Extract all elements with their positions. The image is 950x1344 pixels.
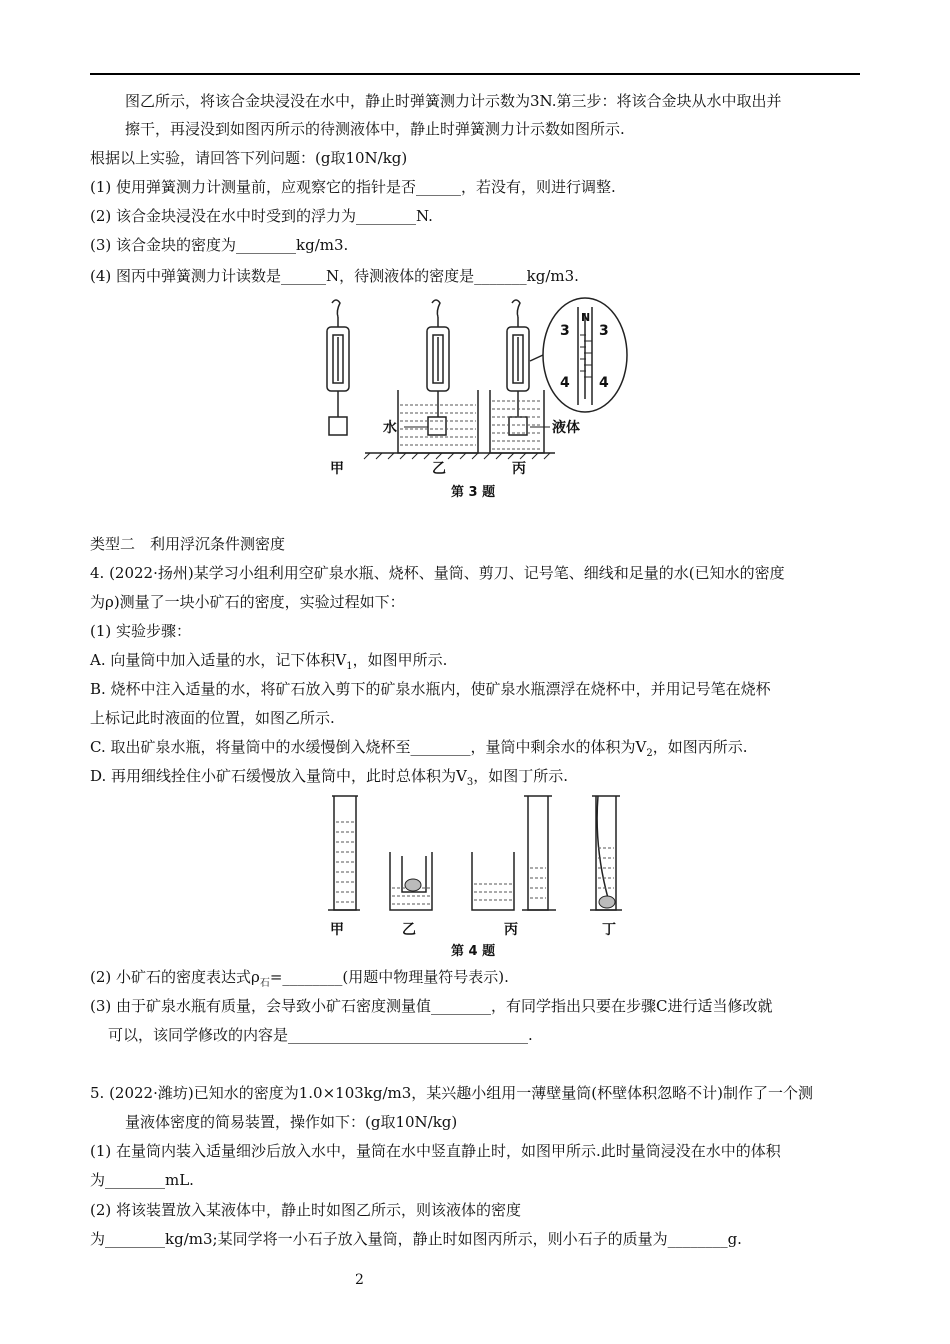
scale-tick: 3 (599, 323, 609, 339)
liquid-label: 液体 (552, 420, 580, 436)
step-a: A. 向量筒中加入适量的水，记下体积$V_1$，如图甲所示. (90, 651, 448, 672)
text-line: 图乙所示，将该合金块浸没在水中，静止时弹簧测力计示数为3N.第三步：将该合金块从水中取出并 (125, 92, 782, 110)
scale-tick: 4 (599, 375, 609, 391)
text-line: 擦干，再浸没到如图丙所示的待测液体中，静止时弹簧测力计示数如图所示. (125, 120, 625, 138)
figure-label: 乙 (402, 922, 416, 938)
figure-3-spring-scales (320, 295, 640, 475)
question-3-4: (4) 图丙中弹簧测力计读数是______N，待测液体的密度是_______kg/m3. (90, 267, 579, 285)
text-line: 为ρ)测量了一块小矿石的密度，实验过程如下： (90, 593, 405, 611)
text-line: 量液体密度的简易装置，操作如下：(g取10N/kg) (125, 1113, 458, 1131)
text-line: 根据以上实验，请回答下列问题：(g取10N/kg) (90, 149, 408, 167)
text-line: (1) 实验步骤： (90, 622, 192, 640)
figure-3-caption: 第 3 题 (451, 485, 496, 500)
figure-label: 乙 (432, 461, 446, 475)
figure-label: 丙 (512, 461, 526, 475)
question-4-3: (3) 由于矿泉水瓶有质量，会导致小矿石密度测量值________，有同学指出只要在步骤C进行适当修改就 (90, 997, 773, 1015)
figure-4-caption: 第 4 题 (451, 944, 496, 959)
text-line: 为________mL. (90, 1171, 194, 1189)
question-4-stem: 4. (2022·扬州)某学习小组利用空矿泉水瓶、烧杯、量筒、剪刀、记号笔、细线和足量的水(已知水的密度 (90, 564, 785, 582)
question-4-2: (2) 小矿石的密度表达式$\rho_石=\_\_\_\_\_\_\_\_$(用题中物理量符号表示). (90, 968, 509, 989)
step-d: D. 再用细线拴住小矿石缓慢放入量筒中，此时总体积为$V_3$，如图丁所示. (90, 767, 569, 788)
page-number: 2 (355, 1272, 364, 1288)
figure-4-cylinders (320, 792, 640, 940)
section-heading: 类型二 利用浮沉条件测密度 (90, 535, 286, 553)
text-line: 为________kg/m3;某同学将一小石子放入量筒，静止时如图丙所示，则小石子的质量为________g. (90, 1230, 742, 1248)
scale-tick: 3 (560, 323, 570, 339)
step-c: C. 取出矿泉水瓶，将量筒中的水缓慢倒入烧杯至________，量筒中剩余水的体积为$V_2$，如图丙所示. (90, 738, 748, 759)
figure-label: 丁 (602, 922, 616, 938)
text-line: 上标记此时液面的位置，如图乙所示. (90, 709, 335, 727)
question-3-2: (2) 该合金块浸没在水中时受到的浮力为________N. (90, 207, 433, 225)
question-5-2: (2) 将该装置放入某液体中，静止时如图乙所示，则该液体的密度 (90, 1201, 522, 1219)
figure-label: 甲 (330, 461, 344, 475)
text-line: 可以，该同学修改的内容是________________________________. (108, 1026, 533, 1044)
water-label: 水 (383, 420, 397, 436)
scale-unit: N (581, 311, 591, 324)
scale-tick: 4 (560, 375, 570, 391)
header-rule (90, 73, 860, 75)
step-b: B. 烧杯中注入适量的水，将矿石放入剪下的矿泉水瓶内，使矿泉水瓶漂浮在烧杯中，并用记号笔在烧杯 (90, 680, 771, 698)
question-3-1: (1) 使用弹簧测力计测量前，应观察它的指针是否______，若没有，则进行调整. (90, 178, 616, 196)
question-5-stem: 5. (2022·潍坊)已知水的密度为1.0×103kg/m3，某兴趣小组用一薄壁量筒(杯壁体积忽略不计)制作了一个测 (90, 1084, 813, 1102)
figure-label: 甲 (330, 922, 344, 938)
question-3-3: (3) 该合金块的密度为________kg/m3. (90, 236, 349, 254)
figure-label: 丙 (504, 922, 518, 938)
question-5-1: (1) 在量筒内装入适量细沙后放入水中，量筒在水中竖直静止时，如图甲所示.此时量筒浸没在水中的体积 (90, 1142, 781, 1160)
